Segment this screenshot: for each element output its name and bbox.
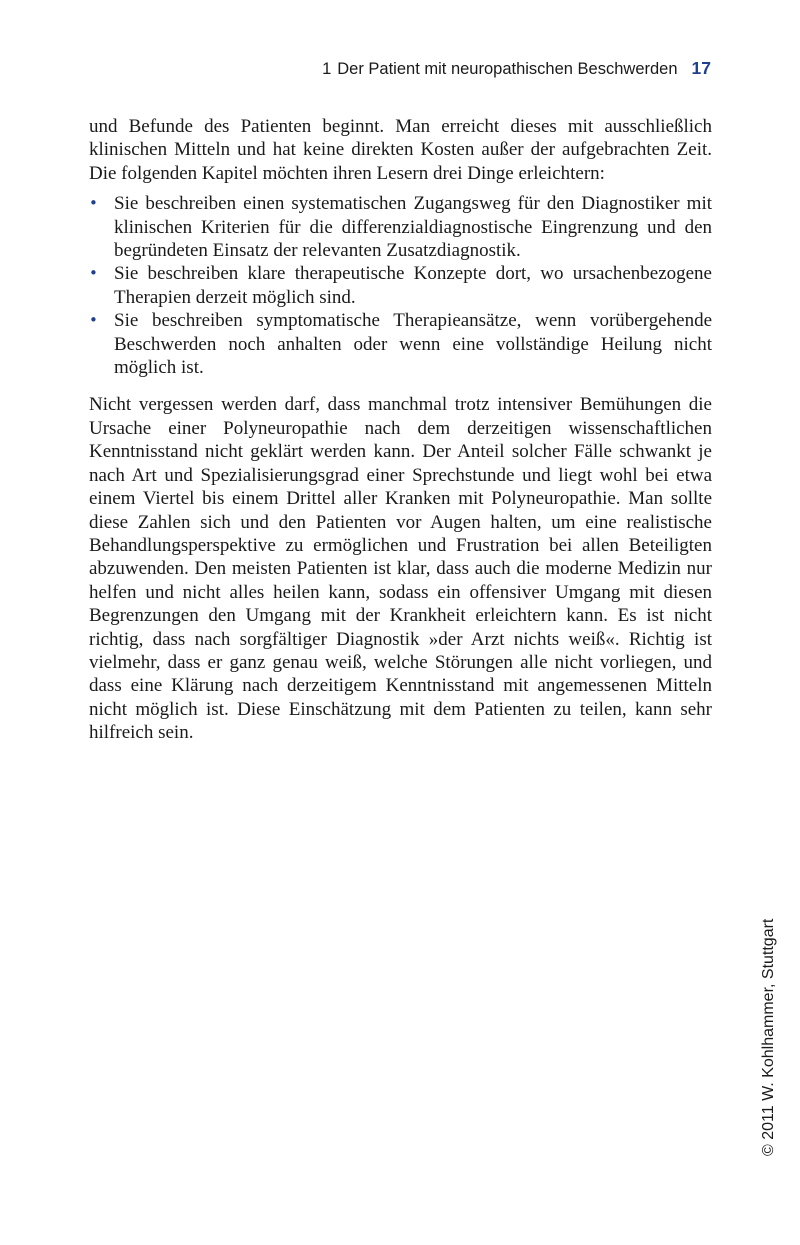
bullet-icon: • bbox=[89, 311, 98, 330]
bullet-item bbox=[89, 262, 712, 309]
bullet-text: Sie beschreiben einen systematischen Zugangsweg für den Diagnostiker mit klinischen Kriterien für die differenzialdiagnostische Eingrenzung und den begründeten Einsatz der relevanten Zusatzdiagnostik. bbox=[114, 193, 712, 262]
bullet-text: Sie beschreiben klare therapeutische Konzepte dort, wo ursachenbezogene Therapien derzeit möglich sind. bbox=[114, 263, 712, 308]
bullet-item bbox=[89, 192, 712, 262]
copyright-notice: © 2011 W. Kohlhammer, Stuttgart bbox=[760, 918, 777, 1156]
intro-paragraph: und Befunde des Patienten beginnt. Man erreicht dieses mit ausschließlich klinischen Mitteln und hat keine direkten Kosten außer der aufgebrachten Zeit. Die folgenden Kapitel möchten ihren Lesern drei Dinge erleichtern: bbox=[89, 116, 712, 184]
bullet-icon: • bbox=[89, 264, 98, 283]
bullet-text: Sie beschreiben symptomatische Therapieansätze, wenn vorübergehende Beschwerden noch anhalten oder wenn eine vollständige Heilung nicht möglich ist. bbox=[114, 310, 712, 379]
chapter-title: Der Patient mit neuropathischen Beschwerden bbox=[337, 60, 678, 78]
chapter-number: 1 bbox=[322, 60, 332, 78]
bullet-list bbox=[89, 192, 712, 379]
main-paragraph: Nicht vergessen werden darf, dass manchmal trotz intensiver Bemühungen die Ursache einer Polyneuropathie nach dem derzeitigen wissenschaftlichen Kenntnisstand nicht geklärt werden kann. Der Anteil solcher Fälle schwankt je nach Art und Spezialisierungsgrad einer Sprechstunde und liegt wohl bei etwa einem Viertel bis einem Drittel aller Kranken mit Polyneuropathie. Man sollte diese Zahlen sich und den Patienten vor Augen halten, um eine realistische Behandlungsperspektive zu ermöglichen und Frustration bei allen Beteiligten abzuwenden. Den meisten Patienten ist klar, dass auch die moderne Medizin nur helfen und nicht alles heilen kann, sodass ein offensiver Umgang mit diesen Begrenzungen den Umgang mit der Krankheit erleichtern kann. Es ist nicht richtig, dass nach sorgfältiger Diagnostik »der Arzt nichts weiß«. Richtig ist vielmehr, dass er ganz genau weiß, welche Störungen alle nicht vorliegen, und dass eine Klärung nach derzeitigem Kenntnisstand mit angemessenen Mitteln nicht möglich ist. Diese Einschätzung mit dem Patienten zu teilen, kann sehr hilfreich sein. bbox=[89, 394, 712, 744]
bullet-icon: • bbox=[89, 194, 98, 213]
page-number: 17 bbox=[691, 58, 711, 78]
running-head bbox=[322, 58, 711, 79]
body-text bbox=[89, 115, 712, 745]
bullet-item bbox=[89, 309, 712, 379]
